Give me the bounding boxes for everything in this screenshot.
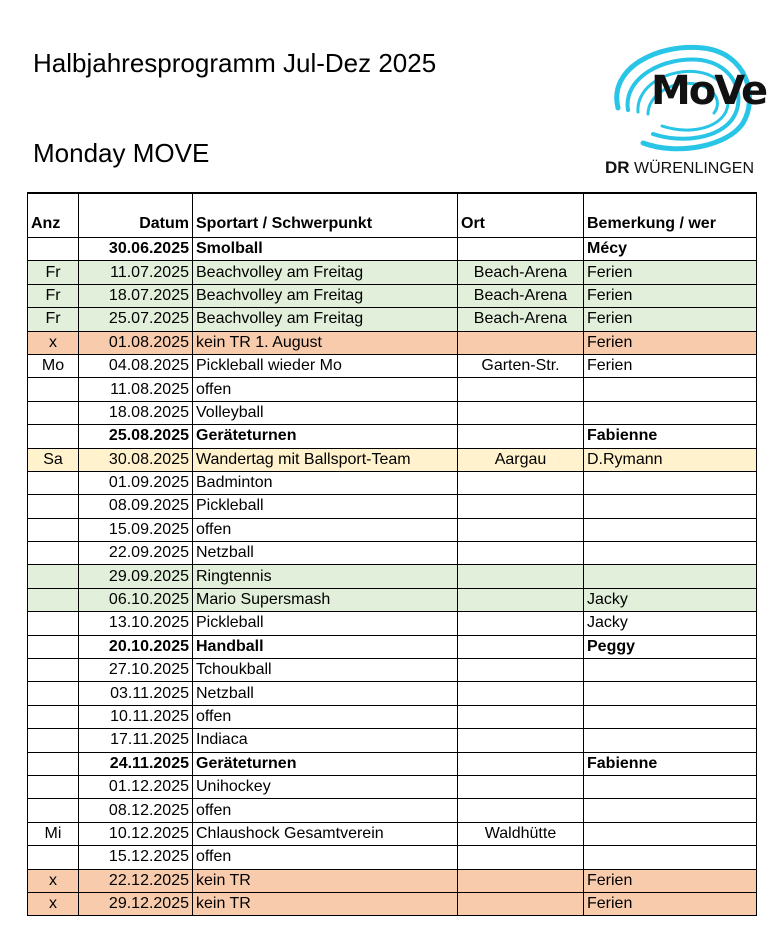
cell-sportart: Beachvolley am Freitag [193,284,458,307]
logo-org: DR WÜRENLINGEN [605,158,755,177]
cell-anz [28,775,79,798]
header-ort: Ort [458,193,584,238]
cell-bemerkung: Ferien [584,284,757,307]
cell-anz [28,659,79,682]
cell-anz: x [28,892,79,915]
cell-anz [28,471,79,494]
cell-bemerkung [584,518,757,541]
cell-datum: 11.07.2025 [79,261,193,284]
cell-ort [458,775,584,798]
cell-datum: 01.12.2025 [79,775,193,798]
cell-sportart: Pickleball [193,612,458,635]
cell-bemerkung [584,401,757,424]
cell-bemerkung: Ferien [584,261,757,284]
page-subtitle: Monday MOVE [33,138,210,168]
header-bemerkung: Bemerkung / wer [584,193,757,238]
cell-anz [28,729,79,752]
cell-sportart: Netzball [193,542,458,565]
cell-ort [458,401,584,424]
table-row [28,822,757,845]
table-row [28,378,757,401]
cell-bemerkung [584,378,757,401]
cell-ort [458,238,584,261]
cell-datum: 27.10.2025 [79,659,193,682]
cell-anz [28,846,79,869]
cell-sportart: Unihockey [193,775,458,798]
cell-ort [458,518,584,541]
table-row [28,308,757,331]
page-title: Halbjahresprogramm Jul-Dez 2025 [33,48,437,78]
cell-sportart: Geräteturnen [193,752,458,775]
cell-ort [458,682,584,705]
table-row [28,565,757,588]
cell-anz: x [28,331,79,354]
cell-ort: Beach-Arena [458,284,584,307]
table-row [28,495,757,518]
cell-sportart: Pickleball [193,495,458,518]
table-row [28,331,757,354]
table-row [28,284,757,307]
cell-anz [28,542,79,565]
table-row [28,588,757,611]
cell-sportart: Smolball [193,238,458,261]
table-row [28,846,757,869]
cell-datum: 15.09.2025 [79,518,193,541]
cell-datum: 11.08.2025 [79,378,193,401]
cell-anz: Fr [28,261,79,284]
cell-datum: 01.08.2025 [79,331,193,354]
cell-datum: 10.11.2025 [79,705,193,728]
cell-sportart: Netzball [193,682,458,705]
cell-bemerkung [584,799,757,822]
header-datum: Datum [79,193,193,238]
cell-sportart: Handball [193,635,458,658]
table-row [28,729,757,752]
cell-bemerkung: Ferien [584,354,757,377]
cell-bemerkung [584,775,757,798]
move-logo [598,38,767,188]
cell-bemerkung: Jacky [584,588,757,611]
cell-datum: 13.10.2025 [79,612,193,635]
cell-ort [458,752,584,775]
cell-bemerkung: Fabienne [584,752,757,775]
cell-anz [28,495,79,518]
cell-ort [458,729,584,752]
table-row [28,354,757,377]
table-row [28,659,757,682]
cell-ort [458,846,584,869]
cell-datum: 22.09.2025 [79,542,193,565]
logo-word: MoVe [651,68,767,114]
table-row [28,238,757,261]
cell-bemerkung [584,659,757,682]
cell-anz: x [28,869,79,892]
table-row [28,401,757,424]
cell-ort [458,635,584,658]
cell-ort [458,892,584,915]
cell-datum: 08.12.2025 [79,799,193,822]
cell-bemerkung [584,846,757,869]
cell-sportart: Mario Supersmash [193,588,458,611]
cell-ort [458,425,584,448]
cell-bemerkung: Ferien [584,869,757,892]
cell-sportart: Geräteturnen [193,425,458,448]
cell-ort [458,612,584,635]
cell-anz: Mi [28,822,79,845]
cell-anz [28,565,79,588]
cell-datum: 20.10.2025 [79,635,193,658]
cell-sportart: Beachvolley am Freitag [193,308,458,331]
cell-datum: 29.12.2025 [79,892,193,915]
cell-datum: 24.11.2025 [79,752,193,775]
table-row [28,542,757,565]
cell-anz: Mo [28,354,79,377]
cell-bemerkung [584,705,757,728]
cell-anz [28,705,79,728]
cell-bemerkung: Ferien [584,892,757,915]
table-row [28,682,757,705]
cell-anz [28,588,79,611]
table-row [28,635,757,658]
cell-datum: 29.09.2025 [79,565,193,588]
schedule-table [27,192,757,916]
cell-datum: 01.09.2025 [79,471,193,494]
cell-ort [458,542,584,565]
table-row [28,261,757,284]
cell-datum: 22.12.2025 [79,869,193,892]
cell-anz [28,518,79,541]
cell-datum: 25.07.2025 [79,308,193,331]
cell-datum: 25.08.2025 [79,425,193,448]
cell-datum: 08.09.2025 [79,495,193,518]
table-row [28,448,757,471]
cell-ort [458,659,584,682]
cell-ort [458,495,584,518]
cell-bemerkung [584,729,757,752]
table-row [28,892,757,915]
cell-bemerkung: Fabienne [584,425,757,448]
cell-bemerkung [584,565,757,588]
cell-ort [458,565,584,588]
cell-anz [28,378,79,401]
cell-bemerkung [584,495,757,518]
cell-sportart: kein TR [193,869,458,892]
cell-datum: 30.06.2025 [79,238,193,261]
cell-ort [458,378,584,401]
cell-sportart: kein TR [193,892,458,915]
cell-ort [458,331,584,354]
cell-anz [28,238,79,261]
cell-sportart: Ringtennis [193,565,458,588]
cell-sportart: Beachvolley am Freitag [193,261,458,284]
cell-ort: Beach-Arena [458,261,584,284]
header-sportart: Sportart / Schwerpunkt [193,193,458,238]
cell-sportart: Chlaushock Gesamtverein [193,822,458,845]
table-row [28,471,757,494]
cell-bemerkung [584,471,757,494]
cell-anz [28,752,79,775]
cell-datum: 18.07.2025 [79,284,193,307]
cell-sportart: kein TR 1. August [193,331,458,354]
cell-datum: 06.10.2025 [79,588,193,611]
table-header-row [28,193,757,238]
cell-bemerkung: Jacky [584,612,757,635]
cell-ort [458,705,584,728]
cell-ort: Aargau [458,448,584,471]
cell-sportart: Tchoukball [193,659,458,682]
cell-datum: 10.12.2025 [79,822,193,845]
cell-ort: Garten-Str. [458,354,584,377]
cell-ort: Waldhütte [458,822,584,845]
cell-bemerkung: Ferien [584,331,757,354]
cell-bemerkung [584,682,757,705]
cell-anz [28,425,79,448]
cell-datum: 03.11.2025 [79,682,193,705]
header-anz: Anz [28,193,79,238]
cell-bemerkung: D.Rymann [584,448,757,471]
cell-anz [28,635,79,658]
cell-bemerkung: Mécy [584,238,757,261]
cell-ort [458,799,584,822]
cell-anz: Sa [28,448,79,471]
cell-anz [28,799,79,822]
cell-anz: Fr [28,284,79,307]
cell-sportart: Pickleball wieder Mo [193,354,458,377]
cell-sportart: offen [193,378,458,401]
cell-sportart: Badminton [193,471,458,494]
cell-anz [28,401,79,424]
cell-ort [458,869,584,892]
cell-bemerkung: Peggy [584,635,757,658]
table-row [28,752,757,775]
cell-sportart: Wandertag mit Ballsport-Team [193,448,458,471]
cell-sportart: offen [193,846,458,869]
cell-datum: 04.08.2025 [79,354,193,377]
cell-datum: 30.08.2025 [79,448,193,471]
cell-datum: 18.08.2025 [79,401,193,424]
cell-ort: Beach-Arena [458,308,584,331]
cell-bemerkung [584,542,757,565]
cell-bemerkung [584,822,757,845]
cell-bemerkung: Ferien [584,308,757,331]
table-row [28,775,757,798]
table-row [28,705,757,728]
table-row [28,425,757,448]
table-row [28,799,757,822]
cell-datum: 17.11.2025 [79,729,193,752]
cell-ort [458,471,584,494]
cell-sportart: Volleyball [193,401,458,424]
cell-ort [458,588,584,611]
cell-sportart: offen [193,799,458,822]
cell-datum: 15.12.2025 [79,846,193,869]
cell-sportart: Indiaca [193,729,458,752]
cell-sportart: offen [193,705,458,728]
table-row [28,518,757,541]
table-row [28,869,757,892]
cell-anz [28,612,79,635]
table-row [28,612,757,635]
cell-anz [28,682,79,705]
cell-sportart: offen [193,518,458,541]
cell-anz: Fr [28,308,79,331]
